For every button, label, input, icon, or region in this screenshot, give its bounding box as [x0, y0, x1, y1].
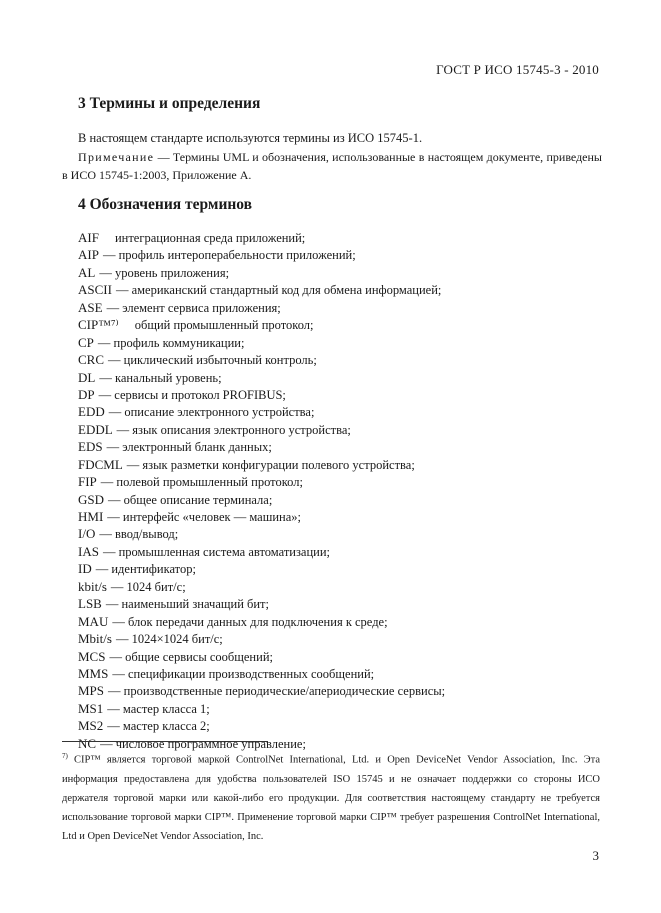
abbr-term: ASE: [78, 299, 103, 315]
abbr-desc: — общие сервисы сообщений;: [109, 649, 273, 664]
abbr-desc: — интерфейс «человек — машина»;: [107, 510, 301, 524]
list-item: [78, 717, 445, 734]
abbr-term: GSD: [78, 491, 105, 507]
abbr-term: MMS: [78, 665, 109, 681]
abbr-term: HMI: [78, 509, 104, 524]
abbr-term: DP: [78, 386, 95, 402]
list-item: [78, 456, 445, 473]
list-item: [78, 648, 445, 665]
abbr-desc: — американский стандартный код для обмена информацией;: [115, 283, 442, 298]
page-number: 3: [592, 848, 599, 863]
abbr-term: EDS: [78, 439, 103, 455]
abbr-term: MS1: [78, 700, 104, 716]
abbr-term: IAS: [78, 543, 99, 559]
list-item: [78, 543, 445, 560]
abbr-term: FDCML: [78, 456, 123, 472]
list-item: [78, 386, 445, 403]
section-4-title: 4 Обозначения терминов: [78, 196, 253, 213]
abbr-desc: — описание электронного устройства;: [108, 405, 315, 420]
abbr-desc: — спецификации производственных сообщений;: [112, 666, 375, 681]
list-item: [78, 403, 445, 420]
abbr-term: CP: [78, 334, 94, 350]
note-label: Примечание: [78, 150, 155, 164]
list-item: [78, 578, 445, 595]
abbr-term: Mbit/s: [78, 631, 112, 647]
footnote: [62, 747, 600, 847]
list-item: [78, 700, 445, 717]
list-item: [78, 613, 445, 630]
abbr-desc: — производственные периодические/апериодические сервисы;: [108, 684, 446, 699]
abbr-term: FIP: [78, 474, 97, 490]
abbr-desc: — уровень приложения;: [99, 265, 230, 280]
list-item: [78, 630, 445, 647]
abbr-desc: — идентификатор;: [95, 562, 196, 577]
abbr-term: AIP: [78, 247, 99, 263]
abbr-term: AL: [78, 264, 96, 280]
footnote-divider: [62, 741, 268, 742]
abbr-desc: — 1024×1024 бит/с;: [115, 632, 223, 647]
abbr-term: ID: [78, 561, 92, 577]
abbr-term: MCS: [78, 648, 106, 664]
section-3-title: 3 Термины и определения: [78, 95, 261, 112]
abbr-term: EDD: [78, 404, 105, 420]
abbr-desc: — наименьший значащий бит;: [105, 597, 269, 612]
footnote-marker: 7): [62, 752, 68, 760]
abbr-desc: — мастер класса 1;: [107, 701, 210, 716]
list-item: [78, 246, 445, 263]
list-item: [78, 369, 445, 386]
abbr-desc: общий промышленный протокол;: [134, 318, 314, 333]
abbr-term: CRC: [78, 352, 105, 368]
document-header: ГОСТ Р ИСО 15745-3 - 2010: [436, 62, 599, 77]
list-item: [78, 334, 445, 351]
abbr-desc: — полевой промышленный протокол;: [100, 475, 303, 490]
abbr-desc: — общее описание терминала;: [108, 492, 273, 507]
abbr-term: kbit/s: [78, 578, 107, 594]
abbr-desc: — 1024 бит/с;: [110, 579, 186, 594]
abbr-desc: — мастер класса 2;: [107, 719, 210, 734]
abbr-desc: — числовое программное управление;: [100, 736, 306, 751]
list-item: [78, 421, 445, 438]
abbr-term: MAU: [78, 613, 109, 629]
note-text: — Термины UML и обозначения, использованные в настоящем документе, приведены в ИСО 15745-1:2003, Приложение А.: [62, 150, 602, 182]
abbr-term: MS2: [78, 718, 104, 734]
abbr-desc: интеграционная среда приложений;: [114, 231, 306, 245]
list-item: [78, 281, 445, 298]
list-item: [78, 299, 445, 316]
abbr-term: CIP™⁷⁾: [78, 317, 119, 333]
abbr-term: LSB: [78, 596, 102, 612]
abbr-desc: — блок передачи данных для подключения к среде;: [112, 614, 388, 629]
abbr-desc: — элемент сервиса приложения;: [106, 300, 281, 315]
list-item: [78, 229, 445, 246]
list-item: [78, 665, 445, 682]
section-3-note: [62, 149, 602, 184]
abbr-term: DL: [78, 369, 96, 385]
abbr-desc: — язык описания электронного устройства;: [116, 422, 351, 437]
abbr-desc: — профиль коммуникации;: [97, 335, 245, 350]
list-item: [78, 525, 445, 542]
list-item: [78, 438, 445, 455]
abbr-desc: — профиль интероперабельности приложений;: [102, 248, 356, 263]
abbr-desc: — сервисы и протокол PROFIBUS;: [98, 387, 286, 402]
abbr-term: I/O: [78, 526, 96, 542]
list-item: [78, 473, 445, 490]
abbr-term: ASCII: [78, 282, 112, 298]
abbr-desc: — ввод/вывод;: [99, 527, 179, 542]
abbreviation-list: [78, 229, 445, 752]
abbr-term: EDDL: [78, 421, 113, 437]
list-item: [78, 508, 445, 525]
list-item: [78, 595, 445, 612]
footnote-text: CIP™ является торговой маркой ControlNet International, Ltd. и Open DeviceNet Vendor Association, Inc. Эта информация предоставлена для удобства пользователей ISO 15745 и не означает поддержки со стороны ИСО держателя торговой марки или какой-либо его продукции. Для соответствия настоящему стандарту не требуется использование торговой марки CIP™. Применение торговой марки CIP™ требует разрешения ControlNet International, Ltd и Open DeviceNet Vendor Association, Inc.: [62, 754, 600, 843]
list-item: [78, 491, 445, 508]
abbr-term: NC: [78, 735, 97, 751]
abbr-term: MPS: [78, 683, 105, 699]
abbr-term: AIF: [78, 230, 99, 245]
section-3-body: В настоящем стандарте используются термины из ИСО 15745-1.: [78, 131, 423, 145]
list-item: [78, 682, 445, 699]
abbr-desc: — язык разметки конфигурации полевого устройства;: [126, 457, 415, 472]
abbr-desc: — электронный бланк данных;: [106, 440, 272, 455]
abbr-desc: — канальный уровень;: [99, 370, 222, 385]
list-item: [78, 316, 445, 333]
list-item: [78, 351, 445, 368]
abbr-desc: — промышленная система автоматизации;: [102, 544, 331, 559]
list-item: [78, 264, 445, 281]
list-item: [78, 560, 445, 577]
abbr-desc: — циклический избыточный контроль;: [108, 353, 317, 368]
